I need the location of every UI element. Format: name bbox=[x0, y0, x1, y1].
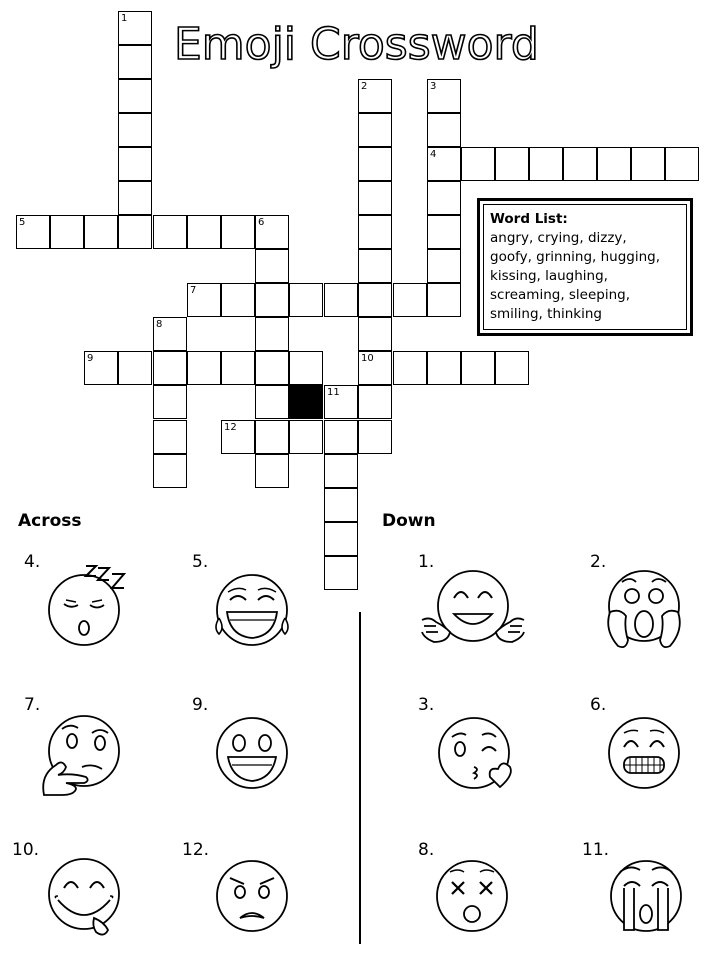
clue-number: 5. bbox=[192, 552, 209, 572]
hugging-face-icon bbox=[418, 562, 528, 652]
grid-cell[interactable] bbox=[153, 420, 187, 454]
grid-cell[interactable] bbox=[221, 215, 255, 249]
grid-cell[interactable] bbox=[84, 215, 118, 249]
word-list-box bbox=[477, 198, 693, 336]
grid-cell[interactable] bbox=[461, 351, 495, 385]
thinking-face-icon bbox=[34, 705, 134, 800]
clue-number: 9. bbox=[192, 695, 209, 715]
grid-cell[interactable] bbox=[495, 147, 529, 181]
grid-cell[interactable] bbox=[597, 147, 631, 181]
clue-down-1 bbox=[414, 550, 534, 650]
down-heading: Down bbox=[382, 511, 436, 531]
clue-down-3 bbox=[414, 693, 534, 793]
grid-cell[interactable] bbox=[187, 215, 221, 249]
grid-number: 5 bbox=[19, 217, 26, 228]
word-list-line: goofy, grinning, hugging, bbox=[490, 249, 661, 265]
grid-cell[interactable] bbox=[118, 45, 152, 79]
grid-number: 6 bbox=[258, 217, 265, 228]
clue-number: 2. bbox=[590, 552, 607, 572]
dizzy-face-icon bbox=[422, 848, 522, 943]
grid-cell[interactable] bbox=[153, 351, 187, 385]
grinning-face-icon bbox=[202, 705, 302, 795]
grid-number: 9 bbox=[87, 353, 94, 364]
grid-cell[interactable] bbox=[427, 113, 461, 147]
clue-across-5 bbox=[188, 550, 308, 650]
clue-number: 6. bbox=[590, 695, 607, 715]
screaming-face-icon bbox=[594, 562, 694, 657]
grid-cell[interactable] bbox=[187, 351, 221, 385]
clue-across-9 bbox=[188, 693, 308, 793]
grid-cell[interactable] bbox=[324, 522, 358, 556]
clue-number: 8. bbox=[418, 840, 435, 860]
clue-across-4 bbox=[20, 550, 140, 650]
word-list-line: angry, crying, dizzy, bbox=[490, 230, 627, 246]
grid-cell[interactable] bbox=[255, 283, 289, 317]
grid-cell[interactable] bbox=[427, 249, 461, 283]
grid-number: 1 bbox=[121, 13, 128, 24]
clue-number: 11. bbox=[582, 840, 610, 860]
grid-number: 2 bbox=[361, 81, 368, 92]
grid-cell[interactable] bbox=[427, 351, 461, 385]
across-heading: Across bbox=[18, 511, 82, 531]
grid-cell[interactable] bbox=[118, 351, 152, 385]
grid-cell[interactable] bbox=[255, 317, 289, 351]
grid-cell[interactable] bbox=[255, 454, 289, 488]
grid-number: 3 bbox=[430, 81, 437, 92]
grid-cell[interactable] bbox=[495, 351, 529, 385]
grid-cell[interactable] bbox=[427, 215, 461, 249]
grid-cell[interactable] bbox=[118, 215, 152, 249]
grid-cell[interactable] bbox=[393, 351, 427, 385]
grid-cell[interactable] bbox=[289, 283, 323, 317]
grid-cell[interactable] bbox=[358, 420, 392, 454]
clue-number: 12. bbox=[182, 840, 210, 860]
grid-cell[interactable] bbox=[358, 249, 392, 283]
grid-cell[interactable] bbox=[665, 147, 699, 181]
grid-number: 8 bbox=[156, 319, 163, 330]
grid-cell[interactable] bbox=[358, 147, 392, 181]
grid-cell[interactable] bbox=[358, 113, 392, 147]
grid-number: 11 bbox=[327, 387, 340, 398]
grid-number: 10 bbox=[361, 353, 374, 364]
grid-cell[interactable] bbox=[255, 385, 289, 419]
grid-cell[interactable] bbox=[221, 351, 255, 385]
page-title bbox=[170, 14, 550, 74]
grid-cell[interactable] bbox=[255, 351, 289, 385]
grid-cell[interactable] bbox=[289, 351, 323, 385]
grid-cell[interactable] bbox=[153, 215, 187, 249]
grid-cell[interactable] bbox=[358, 385, 392, 419]
clue-across-7 bbox=[20, 693, 140, 793]
grid-cell[interactable] bbox=[427, 181, 461, 215]
grid-cell[interactable] bbox=[324, 420, 358, 454]
smiling-face-icon bbox=[594, 705, 694, 795]
grid-cell[interactable] bbox=[324, 556, 358, 590]
grid-cell[interactable] bbox=[153, 385, 187, 419]
grid-cell[interactable] bbox=[427, 283, 461, 317]
grid-cell[interactable] bbox=[118, 181, 152, 215]
column-divider bbox=[359, 612, 361, 944]
grid-cell[interactable] bbox=[358, 317, 392, 351]
grid-cell[interactable] bbox=[358, 181, 392, 215]
grid-cell[interactable] bbox=[358, 283, 392, 317]
word-list-title: Word List: bbox=[490, 211, 568, 227]
grid-cell[interactable] bbox=[118, 79, 152, 113]
grid-number: 7 bbox=[190, 285, 197, 296]
grid-cell[interactable] bbox=[358, 215, 392, 249]
grid-cell[interactable] bbox=[255, 420, 289, 454]
clue-number: 4. bbox=[24, 552, 41, 572]
grid-number: 12 bbox=[224, 422, 237, 433]
word-list-line: smiling, thinking bbox=[490, 306, 602, 322]
crying-face-icon bbox=[596, 848, 696, 943]
clue-number: 7. bbox=[24, 695, 41, 715]
grid-number: 4 bbox=[430, 149, 437, 160]
clue-number: 1. bbox=[418, 552, 435, 572]
grid-cell[interactable] bbox=[50, 215, 84, 249]
page-title-text: Emoji Crossword bbox=[174, 19, 539, 70]
grid-cell[interactable] bbox=[118, 113, 152, 147]
word-list-line: screaming, sleeping, bbox=[490, 287, 631, 303]
clue-down-2 bbox=[586, 550, 706, 650]
grid-cell[interactable] bbox=[529, 147, 563, 181]
grid-cell[interactable] bbox=[324, 454, 358, 488]
grid-cell[interactable] bbox=[118, 147, 152, 181]
clue-down-6 bbox=[586, 693, 706, 793]
clue-down-11 bbox=[578, 838, 698, 938]
grid-cell[interactable] bbox=[461, 147, 495, 181]
word-list-line: kissing, laughing, bbox=[490, 268, 608, 284]
grid-cell[interactable] bbox=[255, 249, 289, 283]
kissing-face-icon bbox=[424, 705, 534, 800]
grid-cell[interactable] bbox=[631, 147, 665, 181]
grid-cell[interactable] bbox=[324, 488, 358, 522]
goofy-face-icon bbox=[34, 848, 134, 943]
grid-cell[interactable] bbox=[221, 283, 255, 317]
grid-cell[interactable] bbox=[324, 283, 358, 317]
clue-across-12 bbox=[178, 838, 298, 938]
clue-number: 3. bbox=[418, 695, 435, 715]
grid-cell[interactable] bbox=[153, 454, 187, 488]
black-cell[interactable] bbox=[289, 385, 323, 419]
laughing-face-icon bbox=[202, 562, 302, 652]
angry-face-icon bbox=[202, 848, 302, 943]
grid-cell[interactable] bbox=[289, 420, 323, 454]
clue-across-10 bbox=[8, 838, 128, 938]
clue-down-8 bbox=[414, 838, 534, 938]
grid-cell[interactable] bbox=[393, 283, 427, 317]
sleeping-face-icon bbox=[34, 562, 134, 652]
grid-cell[interactable] bbox=[563, 147, 597, 181]
clue-number: 10. bbox=[12, 840, 40, 860]
